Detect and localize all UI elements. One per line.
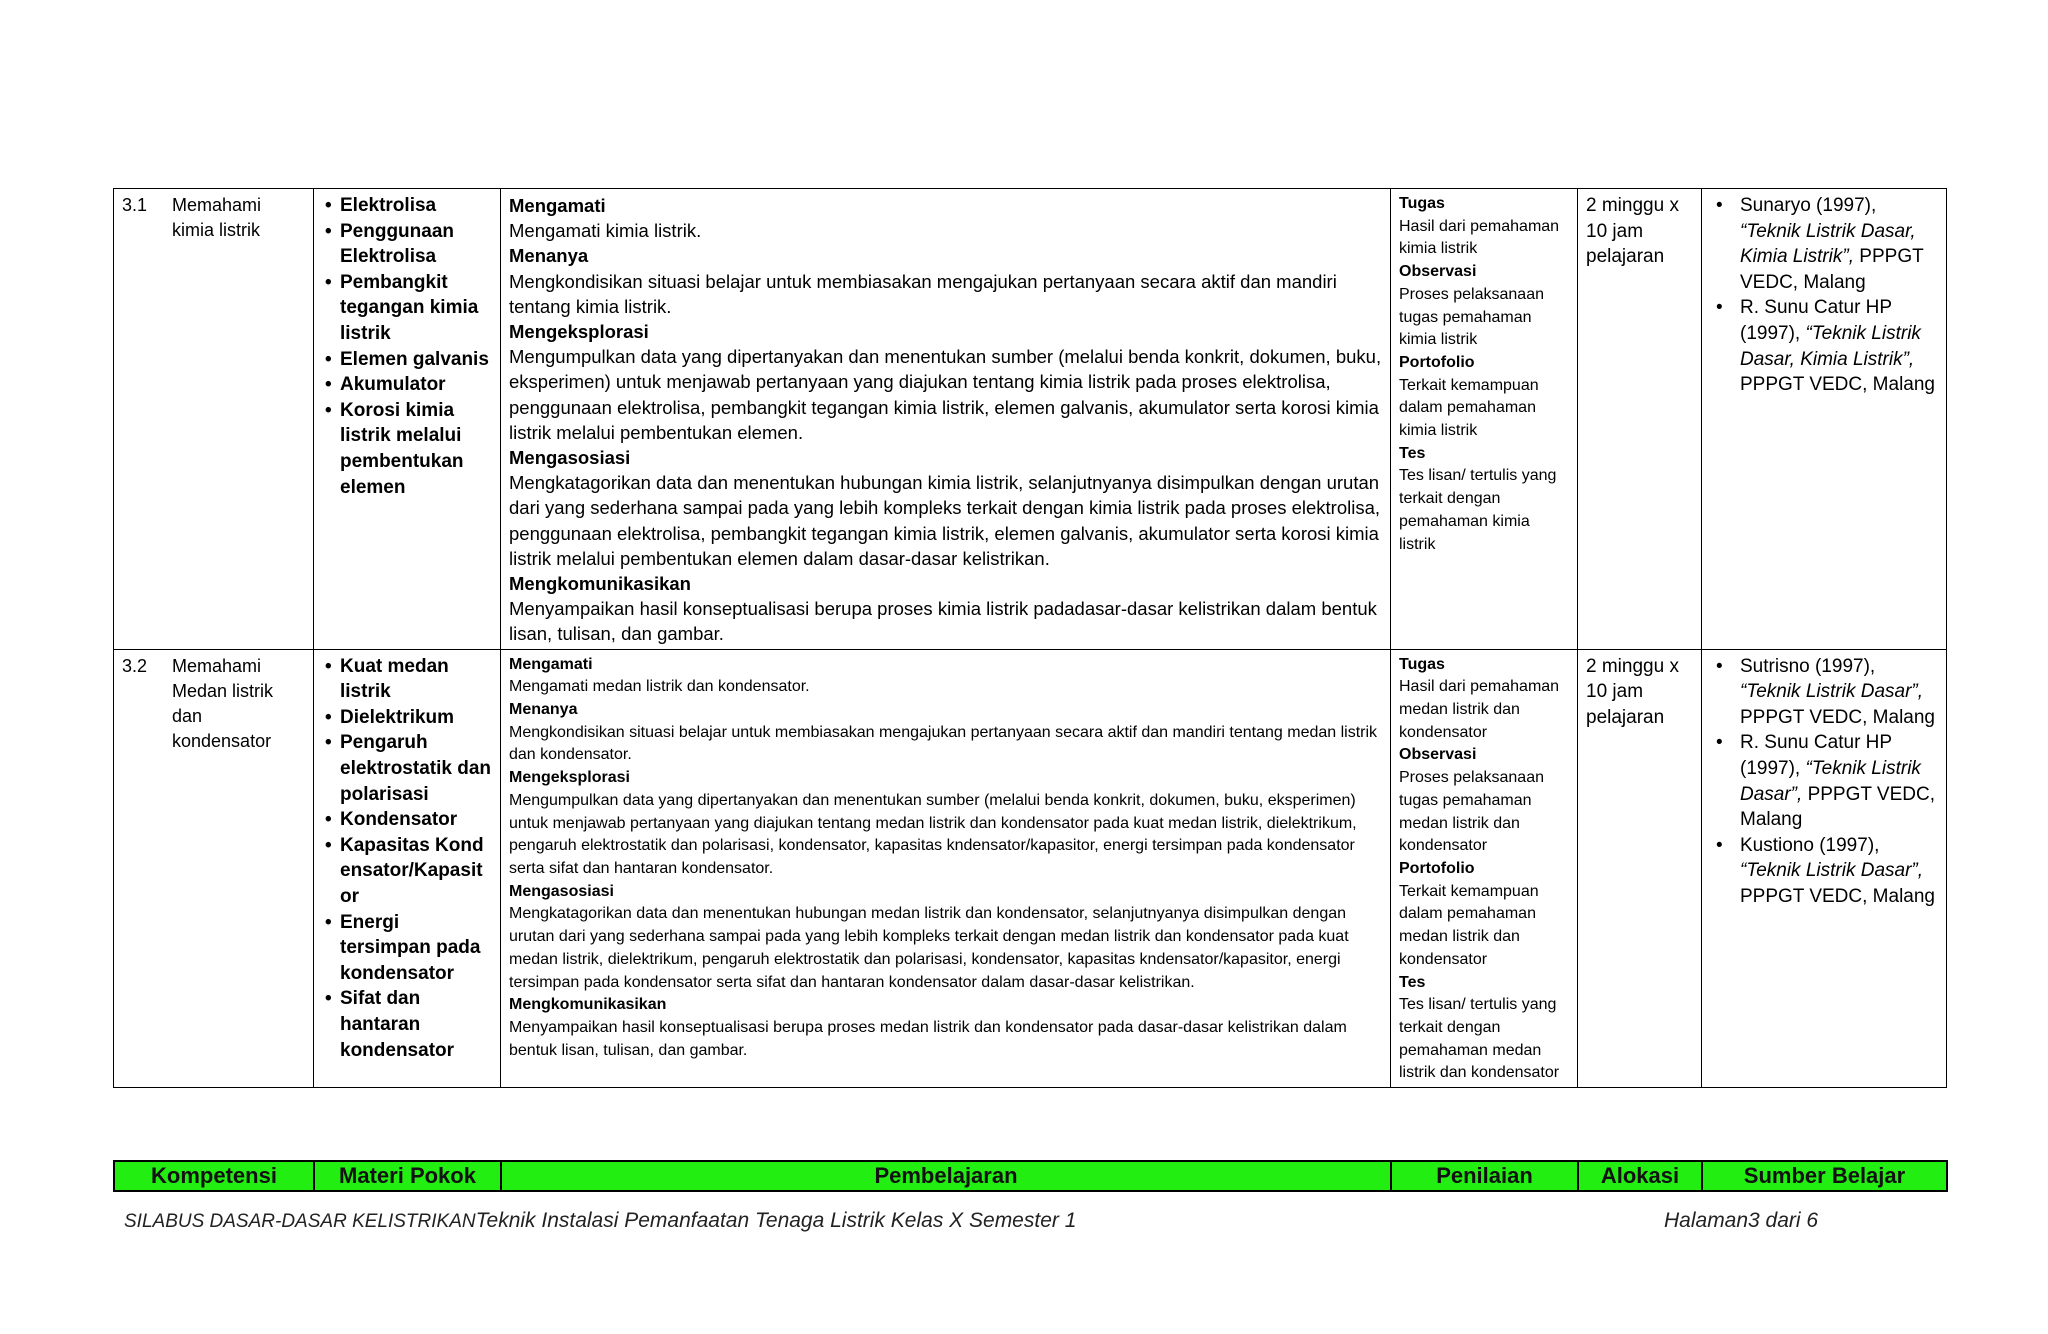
source-author: Sutrisno (1997),	[1740, 655, 1876, 677]
header-row	[114, 1161, 1947, 1191]
kompetensi-cell	[114, 649, 314, 1087]
source-publisher: PPPGT VEDC, Malang	[1740, 374, 1936, 396]
list-item: • Pengaruh elektrostatik dan polarisasi	[340, 730, 492, 807]
section-title: Mengkomunikasikan	[509, 996, 667, 1014]
header-penilaian: Penilaian	[1391, 1161, 1578, 1191]
penilaian-title: Observasi	[1399, 263, 1477, 281]
sumber-cell	[1702, 649, 1947, 1087]
penilaian-title: Tes	[1399, 444, 1426, 462]
sumber-list	[1710, 654, 1938, 910]
list-item: • Akumulator	[340, 372, 492, 398]
pembelajaran-content	[509, 193, 1382, 647]
section-title: Menanya	[509, 245, 589, 267]
source-title: “Teknik Listrik Dasar”,	[1740, 758, 1921, 805]
penilaian-content	[1399, 193, 1569, 556]
section-body: Mengamati medan listrik dan kondensator.	[509, 678, 810, 696]
list-item: • Kuat medan listrik	[340, 654, 492, 705]
list-item: • Kapasitas Kondensator/Kapasitor	[340, 833, 492, 910]
page-number: Halaman3 dari 6	[1664, 1209, 1819, 1232]
penilaian-title: Observasi	[1399, 746, 1477, 764]
section-title: Mengasosiasi	[509, 882, 614, 900]
sumber-cell	[1702, 189, 1947, 650]
penilaian-cell	[1391, 189, 1578, 650]
alokasi-cell	[1578, 649, 1702, 1087]
penilaian-body: Proses pelaksanaan tugas pemahaman medan listrik dan kondensator	[1399, 769, 1544, 855]
section-body: Mengamati kimia listrik.	[509, 220, 702, 242]
list-item	[1740, 654, 1938, 731]
section-body: Mengumpulkan data yang dipertanyakan dan menentukan sumber (melalui benda konkrit, dokumen, buku, eksperimen) untuk menjawab pertanyaan yang diajukan tentang kimia listrik pada proses elektrolisa, penggunaan elektrolisa, pembangkit tegangan kimia listrik, elemen galvanis, akumulator serta korosi kimia listrik melalui pembentukan elemen.	[509, 346, 1382, 443]
materi-list	[322, 193, 492, 500]
alokasi-text: 2 minggu x 10 jam pelajaran	[1586, 195, 1679, 267]
penilaian-body: Tes lisan/ tertulis yang terkait dengan pemahaman medan listrik dan kondensator	[1399, 996, 1560, 1082]
table-row	[114, 189, 1947, 650]
footer-title	[124, 1206, 1076, 1237]
syllabus-table	[113, 188, 1947, 1088]
list-item: • Energi tersimpan pada kondensator	[340, 910, 492, 987]
penilaian-content	[1399, 654, 1569, 1085]
penilaian-body: Tes lisan/ tertulis yang terkait dengan pemahaman kimia listrik	[1399, 467, 1557, 553]
list-item	[1740, 193, 1938, 295]
kompetensi-cell	[114, 189, 314, 650]
column-header-band	[113, 1160, 1948, 1192]
penilaian-cell	[1391, 649, 1578, 1087]
penilaian-title: Portofolio	[1399, 353, 1475, 371]
section-title: Menanya	[509, 701, 578, 719]
source-publisher: PPPGT VEDC, Malang	[1740, 783, 1935, 831]
source-author: R. Sunu Catur HP (1997),	[1740, 297, 1892, 344]
list-item: • Elektrolisa	[340, 193, 492, 219]
section-title: Mengamati	[509, 655, 593, 673]
header-kompetensi: Kompetensi	[114, 1161, 314, 1191]
list-item: • Penggunaan Elektrolisa	[340, 219, 492, 270]
section-body: Mengkatagorikan data dan menentukan hubungan medan listrik dan kondensator, selanjutnyanya disimpulkan dengan urutan dari yang sederhana sampai pada yang lebih kompleks terkait dengan medan listrik dan kondensator pada kuat medan listrik, dielektrikum, pengaruh elektrostatik dan polarisasi, kondensator, kapasitas kndensator/kapasitor, energi tersimpan pada kondensator serta sifat dan hantaran kondensator dalam dasar-dasar kelistrikan.	[509, 905, 1349, 991]
section-body: Mengkondisikan situasi belajar untuk membiasakan mengajukan pertanyaan secara aktif dan mandiri tentang kimia listrik.	[509, 270, 1337, 317]
pembelajaran-cell	[501, 189, 1391, 650]
alokasi-text: 2 minggu x 10 jam pelajaran	[1586, 655, 1679, 728]
list-item: • Kondensator	[340, 807, 492, 833]
penilaian-body: Hasil dari pemahaman medan listrik dan kondensator	[1399, 678, 1560, 741]
header-alokasi: Alokasi	[1578, 1161, 1702, 1191]
materi-cell	[314, 189, 501, 650]
section-body: Mengkondisikan situasi belajar untuk membiasakan mengajukan pertanyaan secara aktif dan mandiri tentang medan listrik dan kondensator.	[509, 723, 1378, 764]
penilaian-title: Portofolio	[1399, 859, 1475, 877]
kd-number: 3.2	[122, 655, 148, 676]
source-title: “Teknik Listrik Dasar”,	[1740, 681, 1924, 703]
section-title: Mengamati	[509, 195, 606, 216]
penilaian-body: Hasil dari pemahaman kimia listrik	[1399, 217, 1560, 258]
section-title: Mengeksplorasi	[509, 769, 630, 787]
penilaian-title: Tes	[1399, 973, 1426, 991]
list-item: • Pembangkit tegangan kimia listrik	[340, 270, 492, 347]
source-author: Sunaryo (1997),	[1740, 195, 1877, 216]
source-author: R. Sunu Catur HP (1997),	[1740, 732, 1892, 780]
source-publisher: PPPGT VEDC, Malang	[1740, 886, 1936, 907]
materi-cell	[314, 649, 501, 1087]
penilaian-body: Terkait kemampuan dalam pemahaman medan listrik dan kondensator	[1399, 882, 1539, 968]
section-title: Mengkomunikasikan	[509, 573, 691, 595]
kd-text: Memahami Medan listrik dan kondensator	[172, 655, 274, 751]
section-body: Menyampaikan hasil konseptualisasi berupa proses medan listrik dan kondensator pada dasar-dasar kelistrikan dalam bentuk lisan, tulisan, dan gambar.	[509, 1018, 1347, 1059]
section-body: Menyampaikan hasil konseptualisasi berupa proses kimia listrik padadasar-dasar kelistrikan dalam bentuk lisan, tulisan, dan gambar.	[509, 598, 1377, 645]
section-body: Mengkatagorikan data dan menentukan hubungan kimia listrik, selanjutnyanya disimpulkan dengan urutan dari yang sederhana sampai pada yang lebih kompleks terkait dengan kimia listrik pada proses elektrolisa, penggunaan elektrolisa, pembangkit tegangan kimia listrik, elemen galvanis, akumulator serta korosi kimia listrik melalui pembentukan elemen dalam dasar-dasar kelistrikan.	[509, 472, 1381, 569]
footer-title-b: Teknik Instalasi Pemanfaatan Tenaga Listrik Kelas X Semester 1	[475, 1209, 1077, 1232]
table-row	[114, 649, 1947, 1087]
materi-list	[322, 654, 492, 1064]
penilaian-body: Terkait kemampuan dalam pemahaman kimia listrik	[1399, 376, 1539, 440]
list-item	[1740, 833, 1938, 910]
source-publisher: PPPGT VEDC, Malang	[1740, 706, 1936, 728]
pembelajaran-content	[509, 654, 1382, 1063]
section-title: Mengasosiasi	[509, 447, 631, 469]
page-footer	[124, 1206, 1844, 1236]
list-item: • Elemen galvanis	[340, 347, 492, 373]
list-item	[1740, 730, 1938, 832]
source-author: Kustiono (1997),	[1740, 834, 1880, 856]
header-materi-pokok: Materi Pokok	[314, 1161, 501, 1191]
source-title: “Teknik Listrik Dasar, Kimia Listrik”,	[1740, 220, 1916, 268]
source-publisher: PPPGT VEDC, Malang	[1740, 246, 1924, 293]
list-item: • Dielektrikum	[340, 705, 492, 731]
header-pembelajaran: Pembelajaran	[501, 1161, 1391, 1191]
section-title: Mengeksplorasi	[509, 321, 649, 343]
sumber-list	[1710, 193, 1938, 398]
alokasi-cell	[1578, 189, 1702, 650]
footer-title-a: SILABUS DASAR-DASAR KELISTRIKAN	[124, 1211, 476, 1232]
section-body: Mengumpulkan data yang dipertanyakan dan menentukan sumber (melalui benda konkrit, dokumen, buku, eksperimen) untuk menjawab pertanyaan yang diajukan tentang medan listrik dan kondensator pada kuat medan listrik, dielektrikum, pengaruh elektrostatik dan polarisasi, kondensator, kapasitas kndensator/kapasitor, energi tersimpan pada kondensator serta sifat dan hantaran kondensator.	[509, 791, 1357, 877]
list-item: • Korosi kimia listrik melalui pembentukan elemen	[340, 398, 492, 500]
source-title: “Teknik Listrik Dasar”,	[1740, 860, 1924, 882]
header-sumber-belajar: Sumber Belajar	[1702, 1161, 1947, 1191]
penilaian-title: Tugas	[1399, 655, 1445, 673]
kd-number: 3.1	[122, 195, 148, 215]
pembelajaran-cell	[501, 649, 1391, 1087]
penilaian-title: Tugas	[1399, 195, 1445, 212]
penilaian-body: Proses pelaksanaan tugas pemahaman kimia listrik	[1399, 285, 1544, 349]
list-item: • Sifat dan hantaran kondensator	[340, 986, 492, 1063]
source-title: “Teknik Listrik Dasar, Kimia Listrik”,	[1740, 322, 1921, 370]
list-item	[1740, 295, 1938, 397]
kd-text: Memahami kimia listrik	[172, 195, 262, 240]
